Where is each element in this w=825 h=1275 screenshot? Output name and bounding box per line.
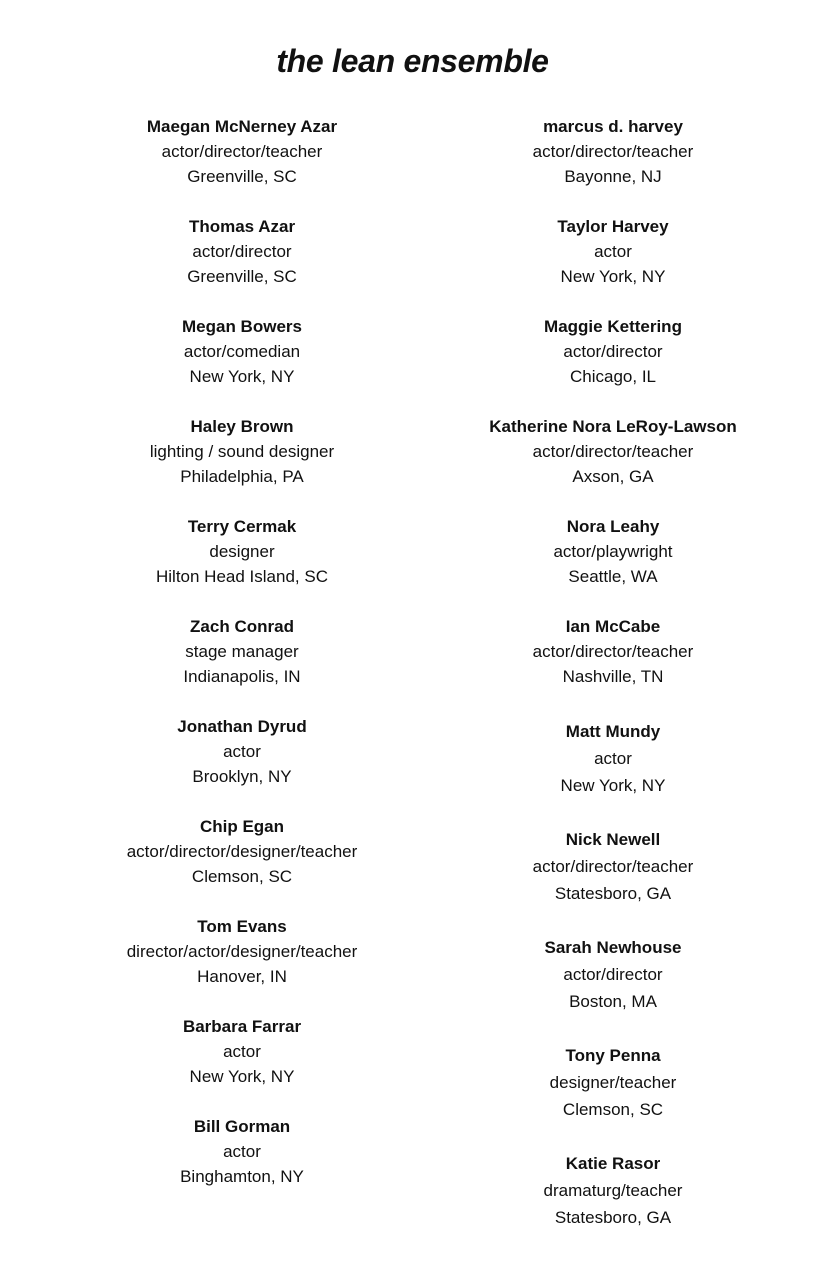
member-name: Maggie Kettering xyxy=(544,317,682,336)
member-entry xyxy=(42,114,442,214)
member-role: actor xyxy=(223,1142,261,1161)
member-entry xyxy=(413,934,813,1042)
member-role: actor/director/teacher xyxy=(532,442,694,461)
member-name: Katherine Nora LeRoy-Lawson xyxy=(489,417,737,436)
member-role: actor/director/teacher xyxy=(532,642,694,661)
member-location: Brooklyn, NY xyxy=(192,767,292,786)
member-name: Matt Mundy xyxy=(565,722,661,741)
member-role: lighting / sound designer xyxy=(149,442,335,461)
member-role: actor/director xyxy=(192,242,292,261)
member-name: Terry Cermak xyxy=(187,517,297,536)
member-role: director/actor/designer/teacher xyxy=(126,942,358,961)
member-location: Boston, MA xyxy=(569,992,657,1011)
page-title: the lean ensemble xyxy=(276,43,549,79)
member-entry xyxy=(42,1014,442,1114)
member-name: Nick Newell xyxy=(565,830,661,849)
member-location: Hilton Head Island, SC xyxy=(156,567,328,586)
member-entry xyxy=(42,1114,442,1214)
member-role: actor xyxy=(594,242,632,261)
member-name: Haley Brown xyxy=(190,417,294,436)
member-entry xyxy=(42,214,442,314)
member-entry xyxy=(42,714,442,814)
member-name: Thomas Azar xyxy=(188,217,296,236)
member-location: Greenville, SC xyxy=(187,267,297,286)
member-entry xyxy=(42,414,442,514)
member-role: actor/director/teacher xyxy=(161,142,323,161)
member-name: Zach Conrad xyxy=(190,617,294,636)
member-name: Megan Bowers xyxy=(182,317,302,336)
member-entry xyxy=(413,1150,813,1258)
member-location: Statesboro, GA xyxy=(554,884,672,903)
member-location: Bayonne, NJ xyxy=(564,167,662,186)
member-location: Chicago, IL xyxy=(570,367,656,386)
member-name: marcus d. harvey xyxy=(543,117,683,136)
member-location: Statesboro, GA xyxy=(554,1208,672,1227)
member-name: Maegan McNerney Azar xyxy=(146,117,338,136)
member-role: actor/director/designer/teacher xyxy=(126,842,358,861)
member-location: Clemson, SC xyxy=(562,1100,664,1119)
member-location: Seattle, WA xyxy=(568,567,658,586)
member-name: Chip Egan xyxy=(199,817,285,836)
member-entry xyxy=(413,514,813,614)
member-role: stage manager xyxy=(185,642,299,661)
member-location: New York, NY xyxy=(560,267,666,286)
left-column xyxy=(42,114,442,1214)
member-role: actor/director/teacher xyxy=(532,142,694,161)
member-location: Nashville, TN xyxy=(562,667,664,686)
member-entry xyxy=(413,214,813,314)
member-entry xyxy=(42,314,442,414)
member-location: Greenville, SC xyxy=(187,167,297,186)
member-name: Tom Evans xyxy=(197,917,287,936)
member-name: Bill Gorman xyxy=(193,1117,291,1136)
member-role: actor/director xyxy=(563,342,663,361)
member-name: Barbara Farrar xyxy=(182,1017,302,1036)
member-entry xyxy=(42,614,442,714)
member-name: Tony Penna xyxy=(565,1046,661,1065)
member-entry xyxy=(413,614,813,714)
member-entry xyxy=(413,114,813,214)
member-name: Ian McCabe xyxy=(565,617,661,636)
member-role: actor/comedian xyxy=(183,342,301,361)
member-name: Jonathan Dyrud xyxy=(177,717,307,736)
member-role: designer/teacher xyxy=(549,1073,677,1092)
member-entry xyxy=(413,1042,813,1150)
member-role: designer xyxy=(209,542,275,561)
member-role: actor/playwright xyxy=(553,542,673,561)
member-location: Indianapolis, IN xyxy=(183,667,301,686)
right-column xyxy=(413,114,813,1258)
member-role: actor xyxy=(594,749,632,768)
member-role: actor xyxy=(223,1042,261,1061)
member-location: Clemson, SC xyxy=(191,867,293,886)
member-name: Katie Rasor xyxy=(565,1154,661,1173)
member-location: New York, NY xyxy=(189,367,295,386)
member-location: New York, NY xyxy=(189,1067,295,1086)
member-name: Nora Leahy xyxy=(566,517,660,536)
member-entry xyxy=(42,514,442,614)
member-entry xyxy=(413,314,813,414)
member-entry xyxy=(413,414,813,514)
member-location: Hanover, IN xyxy=(197,967,287,986)
member-role: actor/director/teacher xyxy=(532,857,694,876)
member-location: Axson, GA xyxy=(572,467,654,486)
member-role: actor xyxy=(223,742,261,761)
member-role: actor/director xyxy=(563,965,663,984)
member-entry xyxy=(42,914,442,1014)
member-name: Sarah Newhouse xyxy=(544,938,682,957)
member-location: Binghamton, NY xyxy=(180,1167,304,1186)
member-name: Taylor Harvey xyxy=(557,217,669,236)
member-role: dramaturg/teacher xyxy=(543,1181,683,1200)
member-location: Philadelphia, PA xyxy=(180,467,304,486)
member-entry xyxy=(413,718,813,826)
member-location: New York, NY xyxy=(560,776,666,795)
member-entry xyxy=(42,814,442,914)
member-entry xyxy=(413,826,813,934)
